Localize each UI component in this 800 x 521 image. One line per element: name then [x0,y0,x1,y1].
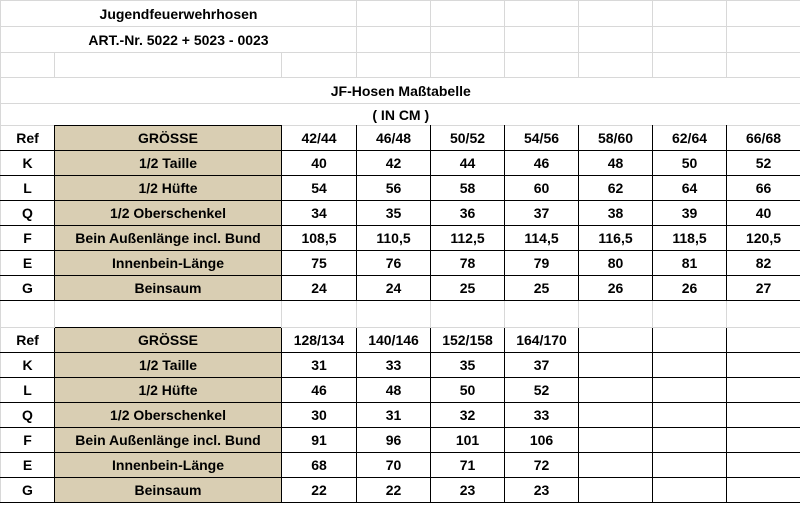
size-header-row [1,126,800,151]
measurement-row [1,428,800,453]
measurement-value[interactable] [727,378,800,403]
measurement-value[interactable]: 39 [653,201,727,226]
measurement-value[interactable] [727,478,800,503]
ref-code[interactable]: G [1,276,55,301]
cell[interactable] [431,1,505,27]
measurement-value[interactable] [653,428,727,453]
ref-code[interactable]: F [1,428,55,453]
cell[interactable] [431,27,505,53]
cell[interactable] [282,53,357,78]
cell[interactable] [505,53,579,78]
size-column-header[interactable] [653,328,727,353]
measurement-label[interactable]: Bein Außenlänge incl. Bund [55,226,282,251]
measurement-value[interactable]: 101 [431,428,505,453]
measurement-value[interactable] [653,378,727,403]
cell[interactable] [579,53,653,78]
measurement-value[interactable]: 35 [357,201,431,226]
ref-code[interactable]: L [1,176,55,201]
measurement-row [1,403,800,428]
cell[interactable] [282,301,357,328]
cell[interactable] [727,301,800,328]
measurement-row [1,151,800,176]
measurement-value[interactable]: 91 [282,428,357,453]
cell[interactable] [579,301,653,328]
size-table-adult [1,126,800,301]
size-column-header[interactable]: 58/60 [579,126,653,151]
measurement-row [1,226,800,251]
measurement-value[interactable] [579,453,653,478]
unit-row [1,104,800,126]
measurement-value[interactable]: 106 [505,428,579,453]
measurement-value[interactable]: 35 [431,353,505,378]
measurement-value[interactable]: 26 [579,276,653,301]
cell[interactable] [653,1,727,27]
cell[interactable] [357,1,431,27]
cell[interactable] [727,53,800,78]
ref-header[interactable]: Ref [1,328,55,353]
measurement-value[interactable]: 68 [282,453,357,478]
measurement-value[interactable]: 36 [431,201,505,226]
measurement-value[interactable]: 25 [505,276,579,301]
measurement-value[interactable]: 37 [505,201,579,226]
measurement-value[interactable]: 76 [357,251,431,276]
measurement-value[interactable]: 112,5 [431,226,505,251]
measurement-value[interactable] [727,403,800,428]
measurement-value[interactable]: 82 [727,251,800,276]
ref-code[interactable]: Q [1,403,55,428]
size-column-header[interactable]: 62/64 [653,126,727,151]
cell[interactable] [55,53,282,78]
measurement-value[interactable]: 120,5 [727,226,800,251]
measurement-value[interactable] [727,353,800,378]
measurement-value[interactable] [653,353,727,378]
measurement-value[interactable] [579,378,653,403]
measurement-value[interactable]: 80 [579,251,653,276]
measurement-value[interactable] [727,428,800,453]
ref-code[interactable]: G [1,478,55,503]
cell[interactable] [357,53,431,78]
measurement-row [1,353,800,378]
table-title: JF-Hosen Maßtabelle [1,78,800,104]
cell[interactable] [579,1,653,27]
size-header-row [1,328,800,353]
measurement-value[interactable]: 75 [282,251,357,276]
measurement-value[interactable]: 116,5 [579,226,653,251]
measurement-value[interactable]: 66 [727,176,800,201]
measurement-label[interactable]: 1/2 Taille [55,151,282,176]
measurement-value[interactable]: 44 [431,151,505,176]
measurement-value[interactable]: 79 [505,251,579,276]
measurement-value[interactable] [579,403,653,428]
ref-code[interactable]: K [1,151,55,176]
measurement-row [1,276,800,301]
ref-code[interactable]: L [1,378,55,403]
cell[interactable] [1,53,55,78]
measurement-value[interactable] [579,478,653,503]
measurement-value[interactable]: 31 [357,403,431,428]
measurement-value[interactable]: 27 [727,276,800,301]
cell[interactable] [1,301,55,328]
measurement-value[interactable]: 60 [505,176,579,201]
cell[interactable] [579,27,653,53]
article-number: ART.-Nr. 5022 + 5023 - 0023 [1,27,357,53]
cell[interactable] [55,301,282,328]
measurement-value[interactable] [653,478,727,503]
measurement-value[interactable]: 31 [282,353,357,378]
cell[interactable] [505,301,579,328]
measurement-value[interactable]: 62 [579,176,653,201]
measurement-value[interactable]: 54 [282,176,357,201]
measurement-row [1,176,800,201]
measurement-value[interactable]: 32 [431,403,505,428]
cell[interactable] [727,27,800,53]
size-column-header[interactable]: 66/68 [727,126,800,151]
size-column-header[interactable]: 54/56 [505,126,579,151]
measurement-value[interactable] [579,353,653,378]
cell[interactable] [357,27,431,53]
size-column-header[interactable]: 50/52 [431,126,505,151]
measurement-value[interactable]: 23 [431,478,505,503]
measurement-value[interactable]: 46 [505,151,579,176]
measurement-label[interactable]: 1/2 Hüfte [55,378,282,403]
measurement-value[interactable]: 33 [505,403,579,428]
size-header[interactable]: GRÖSSE [55,328,282,353]
measurement-value[interactable] [653,453,727,478]
cell[interactable] [505,1,579,27]
size-column-header[interactable]: 46/48 [357,126,431,151]
measurement-value[interactable]: 70 [357,453,431,478]
measurement-row [1,251,800,276]
measurement-value[interactable]: 72 [505,453,579,478]
measurement-value[interactable]: 25 [431,276,505,301]
ref-code[interactable]: K [1,353,55,378]
measurement-value[interactable]: 40 [282,151,357,176]
measurement-value[interactable]: 33 [357,353,431,378]
measurement-value[interactable]: 30 [282,403,357,428]
product-name: Jugendfeuerwehrhosen [1,1,357,27]
measurement-value[interactable]: 46 [282,378,357,403]
size-header[interactable]: GRÖSSE [55,126,282,151]
size-column-header[interactable]: 164/170 [505,328,579,353]
measurement-value[interactable]: 71 [431,453,505,478]
measurement-row [1,478,800,503]
title-row-1 [1,1,800,27]
measurement-label[interactable]: Innenbein-Länge [55,251,282,276]
measurement-value[interactable]: 22 [357,478,431,503]
measurement-value[interactable]: 50 [431,378,505,403]
measurement-value[interactable]: 48 [357,378,431,403]
cell[interactable] [431,301,505,328]
measurement-value[interactable] [653,403,727,428]
cell[interactable] [653,53,727,78]
measurement-value[interactable]: 118,5 [653,226,727,251]
measurement-value[interactable]: 37 [505,353,579,378]
measurement-value[interactable]: 24 [282,276,357,301]
measurement-value[interactable]: 50 [653,151,727,176]
measurement-row [1,201,800,226]
measurement-value[interactable]: 78 [431,251,505,276]
measurement-label[interactable]: 1/2 Taille [55,353,282,378]
cell[interactable] [431,53,505,78]
size-column-header[interactable] [579,328,653,353]
measurement-value[interactable]: 22 [282,478,357,503]
cell[interactable] [653,27,727,53]
unit-label: ( IN CM ) [1,104,800,126]
measurement-label[interactable]: 1/2 Oberschenkel [55,403,282,428]
ref-code[interactable]: E [1,453,55,478]
measurement-value[interactable]: 26 [653,276,727,301]
measurement-value[interactable] [579,428,653,453]
ref-header[interactable]: Ref [1,126,55,151]
cell[interactable] [357,301,431,328]
ref-code[interactable]: F [1,226,55,251]
measurement-row [1,453,800,478]
ref-code[interactable]: Q [1,201,55,226]
spacer-row [1,301,800,328]
measurement-value[interactable] [727,453,800,478]
measurement-label[interactable]: Innenbein-Länge [55,453,282,478]
measurement-value[interactable]: 24 [357,276,431,301]
measurement-value[interactable]: 58 [431,176,505,201]
size-table-children [1,328,800,503]
cell[interactable] [727,1,800,27]
table-title-row [1,78,800,104]
measurement-value[interactable]: 114,5 [505,226,579,251]
measurement-value[interactable]: 34 [282,201,357,226]
measurement-value[interactable]: 23 [505,478,579,503]
measurement-value[interactable]: 52 [727,151,800,176]
measurement-value[interactable]: 48 [579,151,653,176]
measurement-label[interactable]: Beinsaum [55,276,282,301]
measurement-value[interactable]: 40 [727,201,800,226]
cell[interactable] [505,27,579,53]
measurement-value[interactable]: 81 [653,251,727,276]
measurement-label[interactable]: 1/2 Hüfte [55,176,282,201]
size-column-header[interactable]: 128/134 [282,328,357,353]
ref-code[interactable]: E [1,251,55,276]
measurement-value[interactable]: 42 [357,151,431,176]
spacer-row [1,53,800,78]
measurement-label[interactable]: Bein Außenlänge incl. Bund [55,428,282,453]
title-row-2 [1,27,800,53]
size-column-header[interactable] [727,328,800,353]
measurement-value[interactable]: 110,5 [357,226,431,251]
measurement-label[interactable]: 1/2 Oberschenkel [55,201,282,226]
measurement-label[interactable]: Beinsaum [55,478,282,503]
cell[interactable] [653,301,727,328]
size-column-header[interactable]: 42/44 [282,126,357,151]
measurement-value[interactable]: 52 [505,378,579,403]
measurement-value[interactable]: 96 [357,428,431,453]
measurement-value[interactable]: 56 [357,176,431,201]
size-column-header[interactable]: 152/158 [431,328,505,353]
measurement-row [1,378,800,403]
measurement-value[interactable]: 38 [579,201,653,226]
measurement-value[interactable]: 64 [653,176,727,201]
size-column-header[interactable]: 140/146 [357,328,431,353]
measurement-value[interactable]: 108,5 [282,226,357,251]
